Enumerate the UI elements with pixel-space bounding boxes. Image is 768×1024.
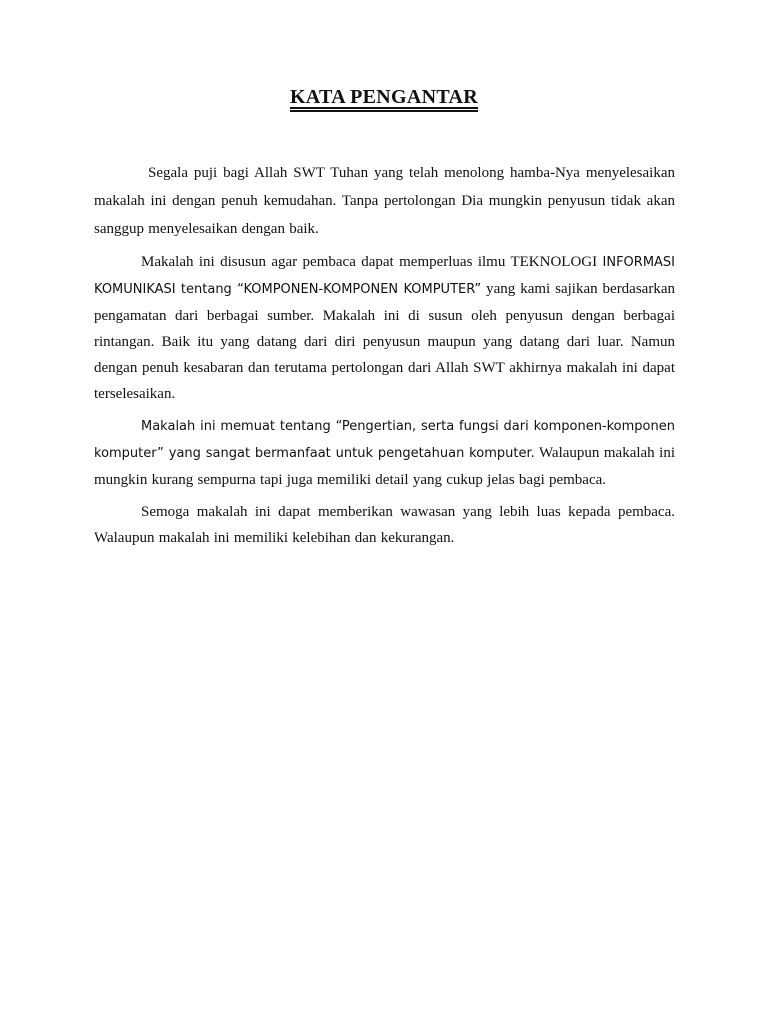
- paragraph-3-part-a: Makalah ini memuat tentang “Pengertian, serta fungsi dari komponen-komponen komputer” yang sangat bermanfaat untuk pengetahuan komputer.: [94, 419, 675, 461]
- paragraph-3-part-b: Walaupun makalah ini mungkin kurang sempurna tapi juga memiliki detail yang cukup jelas bagi pembaca.: [94, 445, 675, 488]
- paragraph-2: [94, 249, 675, 407]
- page-title: [0, 86, 768, 109]
- paragraph-4: Semoga makalah ini dapat memberikan wawasan yang lebih luas kepada pembaca. Walaupun makalah ini memiliki kelebihan dan kekurangan.: [94, 504, 675, 546]
- page-title-text: KATA PENGANTAR: [289, 86, 479, 108]
- paragraph-2-part-b: INFORMASI KOMUNIKASI tentang “KOMPONEN-KOMPONEN KOMPUTER”: [94, 255, 676, 297]
- paragraph-1: Segala puji bagi Allah SWT Tuhan yang telah menolong hamba-Nya menyelesaikan makalah ini dengan penuh kemudahan. Tanpa pertolongan Dia mungkin penyusun tidak akan sanggup menyelesaikan dengan baik.: [94, 165, 675, 237]
- paragraph-2-part-a: Makalah ini disusun agar pembaca dapat memperluas ilmu TEKNOLOGI: [141, 254, 598, 270]
- paragraph-3: [94, 413, 675, 493]
- document-body: [94, 159, 675, 557]
- paragraph-2-part-c: yang kami sajikan berdasarkan pengamatan dari berbagai sumber. Makalah ini di susun oleh penyusun dengan berbagai rintangan. Baik itu yang datang dari diri penyusun maupun yang datang dari luar. Namun dengan penuh kesabaran dan terutama pertolongan dari Allah SWT akhirnya makalah ini dapat terselesaikan.: [94, 281, 675, 402]
